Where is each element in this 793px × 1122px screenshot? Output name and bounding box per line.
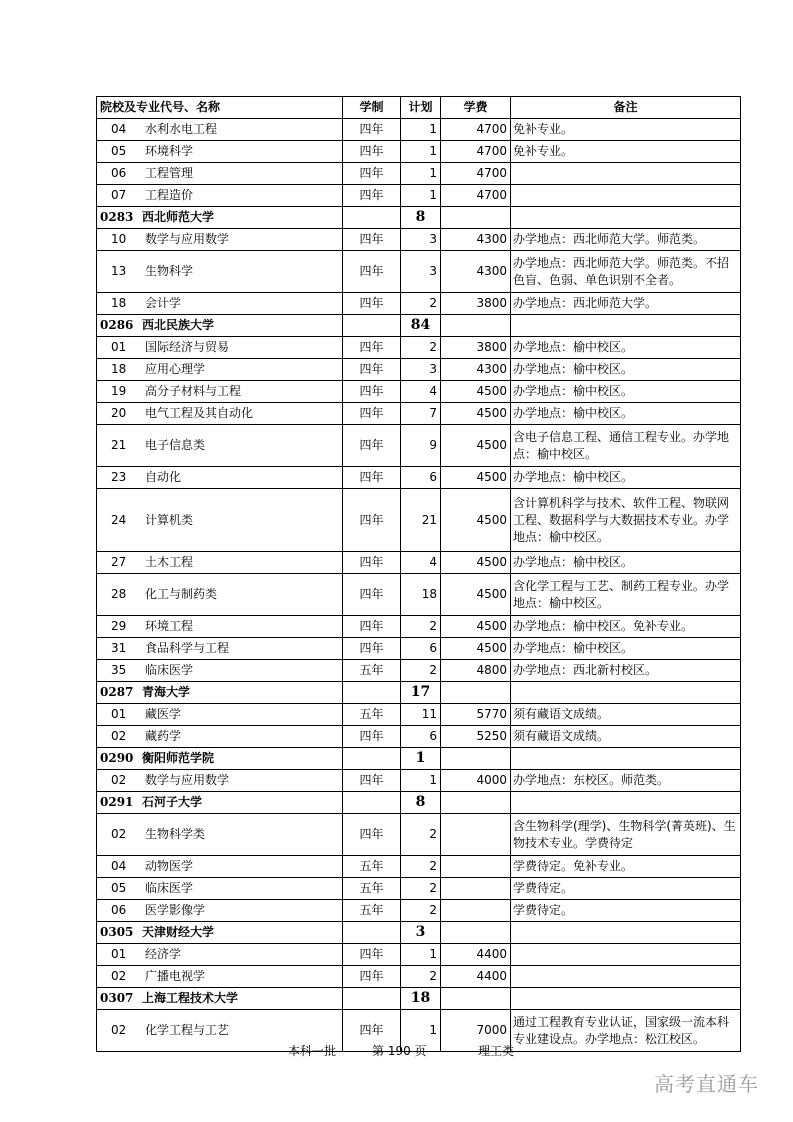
major-note: 含化学工程与工艺、制药工程专业。办学地点：榆中校区。 [511,574,741,616]
major-duration: 五年 [343,900,401,922]
school-row [97,748,741,770]
major-code: 23 [111,470,127,484]
major-name-cell [97,704,343,726]
major-duration: 四年 [343,770,401,792]
major-code: 01 [111,707,127,721]
major-note [511,185,741,207]
major-plan: 1 [401,163,441,185]
major-code: 04 [111,859,127,873]
major-note: 学费待定。 [511,878,741,900]
header-note: 备注 [511,97,741,119]
school-name: 西北师范大学 [142,210,215,224]
major-code: 20 [111,406,127,420]
major-note: 办学地点：西北新村校区。 [511,660,741,682]
major-fee: 4700 [441,141,511,163]
major-note: 办学地点：榆中校区。 [511,337,741,359]
major-row [97,704,741,726]
school-name-cell [97,682,343,704]
major-note: 办学地点：榆中校区。 [511,403,741,425]
major-code: 24 [111,512,127,527]
school-plan: 1 [401,748,441,770]
major-name-cell [97,141,343,163]
school-plan: 8 [401,207,441,229]
major-note: 须有藏语文成绩。 [511,726,741,748]
major-note [511,163,741,185]
major-name-cell [97,878,343,900]
major-code: 31 [111,641,127,655]
major-fee [441,856,511,878]
major-fee: 4400 [441,966,511,988]
major-duration: 五年 [343,878,401,900]
major-row [97,814,741,856]
school-row [97,315,741,337]
table-header-row [97,97,741,119]
major-row [97,966,741,988]
school-note-cell [511,988,741,1010]
major-plan: 3 [401,251,441,293]
major-row [97,574,741,616]
school-row [97,792,741,814]
major-note: 含计算机科学与技术、软件工程、物联网工程、数据科学与大数据技术专业。办学地点：榆中校区。 [511,489,741,552]
major-note [511,966,741,988]
major-duration: 四年 [343,467,401,489]
school-code: 0290 [100,751,134,765]
major-duration: 四年 [343,251,401,293]
major-fee: 4500 [441,381,511,403]
school-fee-cell [441,922,511,944]
school-name: 石河子大学 [142,795,203,809]
major-row [97,467,741,489]
school-name: 青海大学 [142,685,191,699]
school-name-cell [97,315,343,337]
major-name: 生物科学类 [145,827,206,841]
major-duration: 四年 [343,293,401,315]
major-fee [441,878,511,900]
major-code: 10 [111,232,127,246]
major-plan: 2 [401,900,441,922]
major-plan: 6 [401,467,441,489]
major-fee: 4700 [441,185,511,207]
major-name-cell [97,403,343,425]
major-fee [441,900,511,922]
major-fee: 4700 [441,163,511,185]
major-row [97,425,741,467]
major-duration: 四年 [343,616,401,638]
major-name: 环境工程 [145,619,194,633]
major-plan: 1 [401,1010,441,1052]
school-duration-cell [343,792,401,814]
major-duration: 四年 [343,229,401,251]
table-body [97,119,741,1052]
major-plan: 2 [401,856,441,878]
major-plan: 6 [401,638,441,660]
major-code: 02 [111,969,127,983]
major-note: 办学地点：榆中校区。 [511,381,741,403]
major-duration: 四年 [343,552,401,574]
major-code: 29 [111,619,127,633]
major-name-cell [97,770,343,792]
major-duration: 四年 [343,337,401,359]
major-code: 35 [111,663,127,677]
major-duration: 四年 [343,425,401,467]
major-note: 办学地点：榆中校区。 [511,359,741,381]
major-code: 05 [111,144,127,158]
major-fee: 4000 [441,770,511,792]
major-name: 数学与应用数学 [145,232,230,246]
major-name: 广播电视学 [145,969,206,983]
major-duration: 四年 [343,489,401,552]
major-name: 自动化 [145,470,182,484]
major-code: 02 [111,729,127,743]
major-row [97,552,741,574]
major-name-cell [97,425,343,467]
major-name: 生物科学 [145,264,194,278]
major-duration: 五年 [343,660,401,682]
major-name-cell [97,293,343,315]
major-plan: 21 [401,489,441,552]
footer-batch: 本科一批 [288,1044,337,1058]
major-fee: 4300 [441,251,511,293]
major-note: 免补专业。 [511,141,741,163]
major-duration: 五年 [343,704,401,726]
major-row [97,616,741,638]
major-row [97,337,741,359]
major-plan: 2 [401,337,441,359]
footer-category: 理工类 [478,1044,515,1058]
major-name: 工程管理 [145,166,194,180]
major-row [97,638,741,660]
school-duration-cell [343,748,401,770]
school-plan: 18 [401,988,441,1010]
school-duration-cell [343,315,401,337]
school-note-cell [511,922,741,944]
major-fee: 4500 [441,403,511,425]
school-name-cell [97,207,343,229]
major-name-cell [97,726,343,748]
major-name: 藏医学 [145,707,182,721]
school-name-cell [97,792,343,814]
major-name: 数学与应用数学 [145,773,230,787]
school-fee-cell [441,315,511,337]
major-name-cell [97,638,343,660]
major-row [97,856,741,878]
major-row [97,381,741,403]
school-plan: 3 [401,922,441,944]
school-duration-cell [343,988,401,1010]
major-note: 办学地点：榆中校区。 [511,552,741,574]
major-duration: 四年 [343,141,401,163]
school-row [97,207,741,229]
school-note-cell [511,315,741,337]
major-name: 藏药学 [145,729,182,743]
major-duration: 四年 [343,119,401,141]
major-name: 临床医学 [145,881,194,895]
major-name: 经济学 [145,947,182,961]
major-plan: 3 [401,229,441,251]
major-plan: 4 [401,552,441,574]
major-fee: 5250 [441,726,511,748]
school-name: 衡阳师范学院 [142,751,215,765]
major-fee: 4500 [441,425,511,467]
major-name-cell [97,900,343,922]
major-plan: 7 [401,403,441,425]
major-duration: 四年 [343,966,401,988]
major-name: 应用心理学 [145,362,206,376]
major-note: 学费待定。免补专业。 [511,856,741,878]
major-code: 02 [111,1023,127,1037]
major-name: 环境科学 [145,144,194,158]
major-name: 国际经济与贸易 [145,340,230,354]
major-name-cell [97,467,343,489]
major-name-cell [97,856,343,878]
major-name: 化学工程与工艺 [145,1023,230,1037]
major-note: 办学地点：榆中校区。免补专业。 [511,616,741,638]
major-code: 13 [111,264,127,278]
major-row [97,900,741,922]
major-name-cell [97,359,343,381]
major-note: 含生物科学(理学)、生物科学(菁英班)、生物技术专业。学费待定 [511,814,741,856]
major-note: 办学地点：西北师范大学。师范类。 [511,229,741,251]
major-row [97,359,741,381]
major-name: 土木工程 [145,555,194,569]
major-row [97,119,741,141]
major-plan: 2 [401,616,441,638]
major-plan: 2 [401,966,441,988]
major-code: 21 [111,438,127,452]
major-name: 医学影像学 [145,903,206,917]
major-code: 04 [111,122,127,136]
school-plan: 17 [401,682,441,704]
school-code: 0287 [100,685,134,699]
major-name-cell [97,337,343,359]
major-name: 电气工程及其自动化 [145,406,254,420]
major-duration: 四年 [343,574,401,616]
major-code: 01 [111,340,127,354]
major-name-cell [97,163,343,185]
school-note-cell [511,792,741,814]
major-fee: 5770 [441,704,511,726]
major-fee: 4500 [441,467,511,489]
major-fee: 3800 [441,293,511,315]
school-row [97,922,741,944]
school-fee-cell [441,682,511,704]
major-name: 动物医学 [145,859,194,873]
major-note: 办学地点：榆中校区。 [511,638,741,660]
major-row [97,726,741,748]
major-duration: 五年 [343,856,401,878]
major-fee: 3800 [441,337,511,359]
major-name-cell [97,814,343,856]
school-fee-cell [441,988,511,1010]
major-code: 27 [111,555,127,569]
school-code: 0305 [100,925,134,939]
school-row [97,682,741,704]
school-code: 0307 [100,991,134,1005]
major-row [97,185,741,207]
major-name-cell [97,185,343,207]
school-duration-cell [343,207,401,229]
major-code: 06 [111,903,127,917]
school-row [97,988,741,1010]
major-name: 工程造价 [145,188,194,202]
major-name: 计算机类 [145,512,194,527]
school-note-cell [511,748,741,770]
major-note [511,944,741,966]
school-name-cell [97,988,343,1010]
school-note-cell [511,207,741,229]
major-row [97,944,741,966]
major-row [97,141,741,163]
major-row [97,660,741,682]
major-note: 含电子信息工程、通信工程专业。办学地点：榆中校区。 [511,425,741,467]
school-fee-cell [441,748,511,770]
school-note-cell [511,682,741,704]
school-duration-cell [343,922,401,944]
major-fee: 4800 [441,660,511,682]
major-name-cell [97,381,343,403]
major-duration: 四年 [343,381,401,403]
major-code: 07 [111,188,127,202]
major-name: 电子信息类 [145,438,206,452]
major-name-cell [97,616,343,638]
major-name: 化工与制药类 [145,587,218,601]
major-duration: 四年 [343,814,401,856]
major-name: 临床医学 [145,663,194,677]
school-plan: 8 [401,792,441,814]
school-fee-cell [441,792,511,814]
major-name-cell [97,966,343,988]
major-name-cell [97,552,343,574]
header-plan: 计划 [401,97,441,119]
major-fee: 4300 [441,359,511,381]
major-fee: 4400 [441,944,511,966]
major-fee [441,814,511,856]
major-fee: 4700 [441,119,511,141]
major-plan: 2 [401,660,441,682]
major-plan: 1 [401,185,441,207]
major-plan: 18 [401,574,441,616]
header-name: 院校及专业代号、名称 [97,97,343,119]
school-code: 0291 [100,795,134,809]
major-duration: 四年 [343,944,401,966]
major-plan: 2 [401,814,441,856]
major-plan: 2 [401,878,441,900]
major-row [97,878,741,900]
major-duration: 四年 [343,185,401,207]
school-duration-cell [343,682,401,704]
major-code: 18 [111,296,127,310]
major-name-cell [97,229,343,251]
watermark: 高考直通车 [654,1072,759,1096]
major-fee: 4500 [441,638,511,660]
major-plan: 11 [401,704,441,726]
major-plan: 2 [401,293,441,315]
major-row [97,770,741,792]
major-duration: 四年 [343,359,401,381]
major-duration: 四年 [343,726,401,748]
major-name: 食品科学与工程 [145,641,230,655]
school-fee-cell [441,207,511,229]
major-code: 01 [111,947,127,961]
major-code: 19 [111,384,127,398]
school-name: 天津财经大学 [142,925,215,939]
major-note: 学费待定。 [511,900,741,922]
major-row [97,293,741,315]
major-name-cell [97,119,343,141]
major-code: 18 [111,362,127,376]
major-name-cell [97,574,343,616]
enrollment-plan-table [96,96,741,1052]
school-name-cell [97,922,343,944]
major-fee: 4500 [441,489,511,552]
major-code: 05 [111,881,127,895]
major-code: 28 [111,587,127,601]
major-fee: 4500 [441,616,511,638]
school-plan: 84 [401,315,441,337]
major-plan: 1 [401,141,441,163]
major-fee: 4500 [441,552,511,574]
major-plan: 9 [401,425,441,467]
major-note: 通过工程教育专业认证，国家级一流本科专业建设点。办学地点：松江校区。 [511,1010,741,1052]
major-name-cell [97,660,343,682]
major-row [97,489,741,552]
major-duration: 四年 [343,403,401,425]
major-note: 须有藏语文成绩。 [511,704,741,726]
school-name: 上海工程技术大学 [142,991,239,1005]
major-duration: 四年 [343,1010,401,1052]
major-name: 会计学 [145,296,182,310]
major-plan: 6 [401,726,441,748]
major-note: 免补专业。 [511,119,741,141]
major-duration: 四年 [343,638,401,660]
major-note: 办学地点：西北师范大学。 [511,293,741,315]
major-note: 办学地点：西北师范大学。师范类。不招色盲、色弱、单色识别不全者。 [511,251,741,293]
footer-page: 第 190 页 [372,1044,427,1058]
major-row [97,403,741,425]
major-row [97,229,741,251]
school-name-cell [97,748,343,770]
major-code: 06 [111,166,127,180]
major-fee: 7000 [441,1010,511,1052]
school-name: 西北民族大学 [142,318,215,332]
major-name: 高分子材料与工程 [145,384,242,398]
major-plan: 4 [401,381,441,403]
school-code: 0286 [100,318,134,332]
major-name-cell [97,489,343,552]
major-plan: 1 [401,119,441,141]
major-code: 02 [111,827,127,841]
school-code: 0283 [100,210,134,224]
major-plan: 3 [401,359,441,381]
header-duration: 学制 [343,97,401,119]
major-plan: 1 [401,770,441,792]
major-duration: 四年 [343,163,401,185]
major-row [97,251,741,293]
major-name: 水利水电工程 [145,122,218,136]
major-code: 02 [111,773,127,787]
major-name-cell [97,251,343,293]
major-fee: 4300 [441,229,511,251]
major-row [97,163,741,185]
header-fee: 学费 [441,97,511,119]
major-name-cell [97,944,343,966]
major-note: 办学地点：东校区。师范类。 [511,770,741,792]
major-plan: 1 [401,944,441,966]
major-fee: 4500 [441,574,511,616]
major-note: 办学地点：榆中校区。 [511,467,741,489]
